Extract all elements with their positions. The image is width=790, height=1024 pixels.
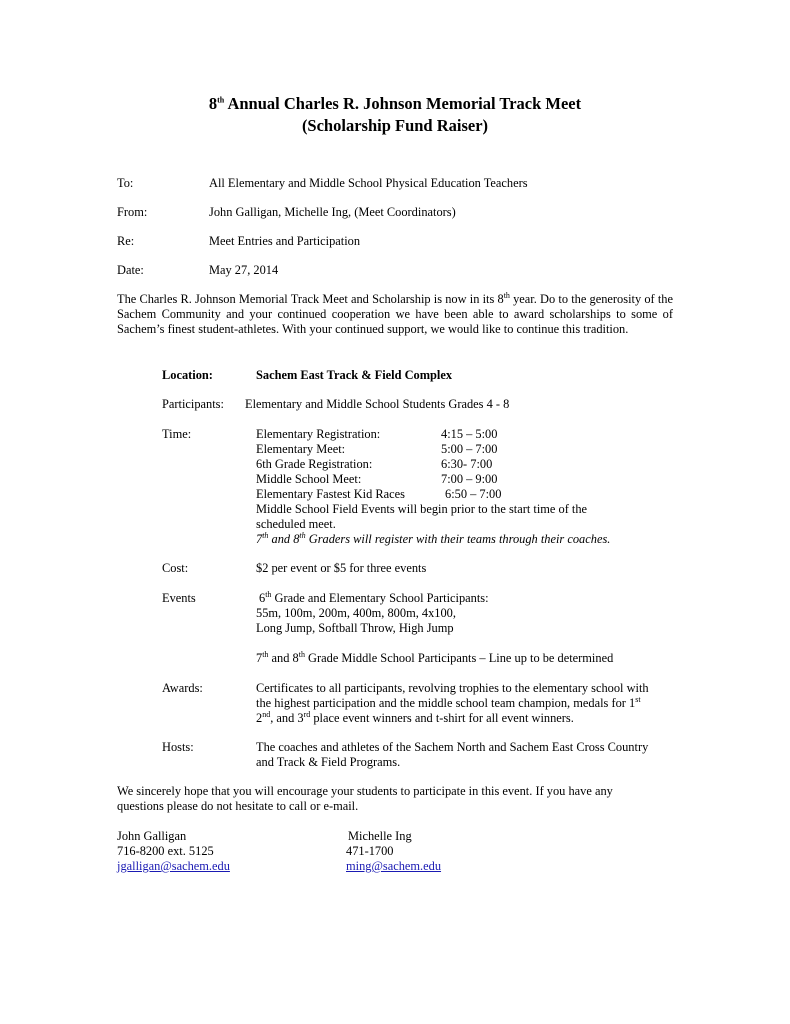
closing-line: questions please do not hesitate to call or e-mail. (117, 799, 359, 813)
schedule-event: Middle School Meet: (256, 472, 362, 486)
schedule-time: 5:00 – 7:00 (441, 442, 498, 456)
contact-email-link[interactable]: ming@sachem.edu (346, 859, 442, 873)
field-events-note: Middle School Field Events will begin prior to the start time of the (256, 502, 588, 516)
contact-name: Michelle Ing (348, 829, 412, 843)
events-elementary-heading: 6th Grade and Elementary School Participants: (259, 589, 489, 605)
date-label: Date: (117, 263, 144, 277)
contact-phone: 471-1700 (346, 844, 394, 858)
cost-value: $2 per event or $5 for three events (256, 561, 427, 575)
schedule-event: Elementary Fastest Kid Races (256, 487, 405, 501)
re-label: Re: (117, 234, 135, 248)
hosts-line: The coaches and athletes of the Sachem North and Sachem East Cross Country (256, 740, 649, 754)
to-label: To: (117, 176, 134, 190)
document-title-line-1: 8th Annual Charles R. Johnson Memorial Track Meet (208, 94, 582, 113)
hosts-label: Hosts: (162, 740, 194, 754)
events-elementary-field: Long Jump, Softball Throw, High Jump (256, 621, 454, 635)
re-value: Meet Entries and Participation (209, 234, 361, 248)
closing-line: We sincerely hope that you will encourage your students to participate in this event. If you have any (117, 784, 613, 798)
events-elementary-races: 55m, 100m, 200m, 400m, 800m, 4x100, (256, 606, 456, 620)
field-events-note-cont: scheduled meet. (256, 517, 336, 531)
intro-paragraph: The Charles R. Johnson Memorial Track Meet and Scholarship is now in its 8th year. Do to the generosity of the Sachem Community and your continued cooperation we have been able to award scholarships to some of Sachem’s finest student-athletes. With your continued support, we would like to continue this tradition. (117, 290, 673, 336)
cost-label: Cost: (162, 561, 189, 575)
from-value: John Galligan, Michelle Ing, (Meet Coordinators) (209, 205, 456, 219)
schedule-time: 6:30- 7:00 (441, 457, 493, 471)
contact-name: John Galligan (117, 829, 187, 843)
date-value: May 27, 2014 (209, 263, 279, 277)
events-middle-school: 7th and 8th Grade Middle School Participants – Line up to be determined (256, 649, 614, 665)
awards-line: 2nd, and 3rd place event winners and t-shirt for all event winners. (256, 709, 574, 725)
participants-label: Participants: (162, 397, 224, 411)
location-label: Location: (162, 368, 213, 382)
hosts-line: and Track & Field Programs. (256, 755, 401, 769)
schedule-event: 6th Grade Registration: (256, 457, 373, 471)
document-title-line-2: (Scholarship Fund Raiser) (301, 116, 489, 135)
to-value: All Elementary and Middle School Physical Education Teachers (209, 176, 528, 190)
contact-phone: 716-8200 ext. 5125 (117, 844, 214, 858)
graders-registration-note: 7th and 8th Graders will register with their teams through their coaches. (256, 530, 611, 546)
schedule-time: 7:00 – 9:00 (441, 472, 498, 486)
location-value: Sachem East Track & Field Complex (256, 368, 453, 382)
schedule-event: Elementary Registration: (256, 427, 381, 441)
time-label: Time: (162, 427, 192, 441)
schedule-event: Elementary Meet: (256, 442, 346, 456)
awards-label: Awards: (162, 681, 203, 695)
schedule-time: 4:15 – 5:00 (441, 427, 498, 441)
awards-line: Certificates to all participants, revolving trophies to the elementary school with (256, 681, 649, 695)
participants-value: Elementary and Middle School Students Grades 4 - 8 (245, 397, 510, 411)
awards-line: the highest participation and the middle school team champion, medals for 1st (256, 694, 641, 710)
contact-email-link[interactable]: jgalligan@sachem.edu (117, 859, 230, 873)
from-label: From: (117, 205, 148, 219)
events-label: Events (162, 591, 196, 605)
schedule-time: 6:50 – 7:00 (445, 487, 502, 501)
